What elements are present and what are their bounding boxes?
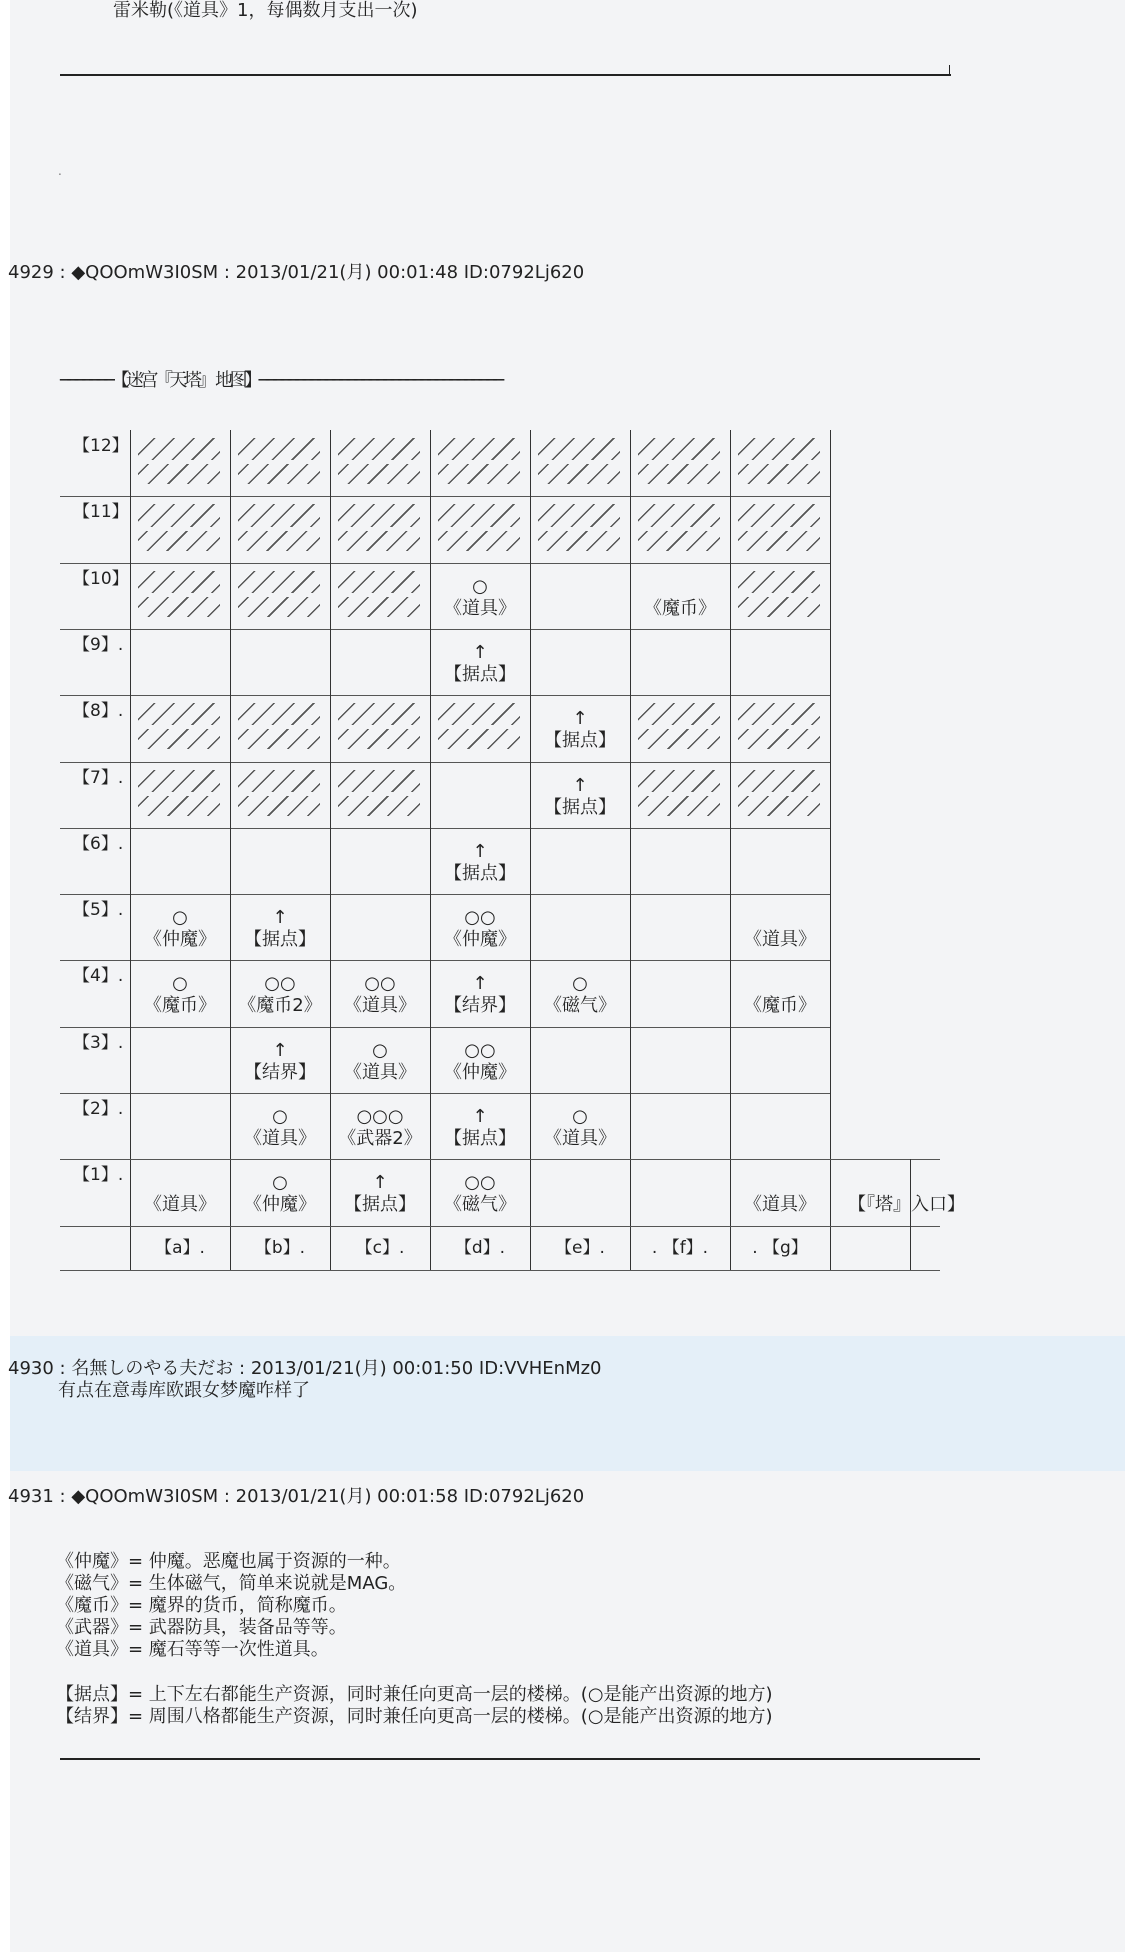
post-body-4930: 有点在意毒库欧跟女梦魔咋样了	[58, 1380, 310, 1401]
cell-label: 【据点】	[244, 929, 316, 951]
blocked-cell	[738, 571, 820, 617]
blocked-cell	[238, 703, 320, 749]
row-label: 【10】	[73, 568, 129, 589]
row-label: 【2】.	[73, 1099, 124, 1119]
grid-row-line	[60, 894, 830, 895]
column-label: . 【f】.	[651, 1237, 709, 1258]
column-label: 【d】.	[454, 1237, 506, 1258]
cell-label: 《磁气》	[544, 995, 616, 1017]
legend-line: 《仲魔》= 仲魔。恶魔也属于资源的一种。	[56, 1551, 401, 1572]
grid-row-line	[60, 629, 830, 630]
blocked-cell	[338, 703, 420, 749]
cell-marker: ↑	[272, 907, 288, 929]
divider-line	[60, 74, 951, 76]
cell-label: 【据点】	[444, 1128, 516, 1149]
blocked-cell	[538, 504, 620, 550]
cell-label: 《道具》	[444, 597, 516, 619]
cell-marker: ○	[172, 907, 188, 929]
column-label: 【c】.	[355, 1237, 405, 1258]
column-label: 【a】.	[155, 1237, 205, 1258]
grid-row-line	[60, 1159, 940, 1160]
cell-label: 《道具》	[744, 929, 816, 951]
grid-row-line	[60, 563, 830, 564]
cell-label: 【据点】	[344, 1194, 416, 1216]
row-label: 【4】.	[73, 966, 124, 987]
cell-marker: ↑	[472, 973, 488, 995]
grid-column-line	[130, 430, 131, 1270]
cell-marker: ↑	[472, 641, 488, 663]
stray-dot: .	[58, 164, 62, 178]
row-label: 【11】	[73, 502, 129, 523]
cell-marker: ↑	[272, 1039, 288, 1061]
cell-marker: ○	[472, 575, 488, 597]
row-label: 【8】.	[73, 701, 124, 722]
blocked-cell	[738, 504, 820, 550]
cell-label: 《魔币》	[744, 995, 816, 1017]
previous-post-fragment: 雷米勒(《道具》1，每偶数月支出一次)	[113, 0, 418, 21]
row-label: 【5】.	[73, 900, 124, 921]
cell-marker: ↑	[372, 1172, 388, 1194]
legend-line: 《道具》= 魔石等等一次性道具。	[56, 1639, 329, 1660]
grid-column-line	[330, 430, 331, 1270]
cell-marker: ○○	[464, 1172, 496, 1194]
blocked-cell	[238, 770, 320, 816]
cell-marker: ○	[272, 1106, 288, 1127]
cell-label: 《道具》	[544, 1128, 616, 1149]
legend-line: 《魔币》= 魔界的货币，简称魔币。	[56, 1595, 347, 1616]
cell-marker: ○○	[364, 973, 396, 995]
blocked-cell	[138, 438, 220, 484]
cell-marker: ○○	[464, 1039, 496, 1061]
cell-label: 【据点】	[544, 730, 616, 752]
grid-column-line	[530, 430, 531, 1270]
row-label: 【12】	[73, 436, 129, 456]
post-header-4930: 4930 : 名無しのやる夫だお : 2013/01/21(月) 00:01:50 ID:VVHEnMz0	[8, 1358, 602, 1379]
rule-line: 【结界】= 周围八格都能生产资源，同时兼任向更高一层的楼梯。(○是能产出资源的地方)	[56, 1706, 773, 1727]
cell-marker: ○○○	[356, 1106, 404, 1127]
blocked-cell	[638, 438, 720, 484]
column-label: . 【g】	[752, 1237, 808, 1258]
cell-marker: ○	[572, 973, 588, 995]
cell-label: 《道具》	[344, 1061, 416, 1083]
cell-label: 《磁气》	[444, 1194, 516, 1216]
blocked-cell	[138, 703, 220, 749]
grid-row-line	[60, 496, 830, 497]
blocked-cell	[438, 703, 520, 749]
blocked-cell	[638, 504, 720, 550]
cell-marker: ↑	[472, 1106, 488, 1127]
blocked-cell	[738, 703, 820, 749]
grid-column-line	[630, 430, 631, 1270]
cell-label: 【据点】	[544, 796, 616, 818]
column-label: 【e】.	[555, 1237, 605, 1258]
row-label: 【1】.	[73, 1165, 124, 1186]
blocked-cell	[338, 770, 420, 816]
row-label: 【7】.	[73, 767, 124, 788]
cell-label: 《武器2》	[338, 1128, 422, 1149]
row-label: 【3】.	[73, 1032, 124, 1053]
grid-column-line	[230, 430, 231, 1270]
post-header-4929: 4929 : ◆QOOmW3I0SM : 2013/01/21(月) 00:01:48 ID:0792Lj620	[8, 262, 585, 283]
cell-label: 【据点】	[444, 862, 516, 884]
row-label: 【9】.	[73, 634, 124, 655]
cell-label: 《道具》	[244, 1128, 316, 1149]
cell-marker: ○	[172, 973, 188, 995]
cell-label: 《仲魔》	[144, 929, 216, 951]
row-label: 【6】.	[73, 833, 124, 854]
blocked-cell	[438, 504, 520, 550]
tower-entrance-label: 【『塔』入口】	[848, 1194, 965, 1216]
grid-row-line	[60, 1270, 940, 1271]
cell-label: 《魔币2》	[238, 995, 322, 1017]
cell-label: 《魔币》	[644, 597, 716, 619]
cell-label: 《仲魔》	[444, 929, 516, 951]
blocked-cell	[238, 571, 320, 617]
blocked-cell	[738, 770, 820, 816]
grid-row-line	[60, 828, 830, 829]
cell-label: 《道具》	[144, 1194, 216, 1216]
blocked-cell	[638, 770, 720, 816]
cell-marker: ○	[572, 1106, 588, 1127]
cell-label: 【结界】	[444, 995, 516, 1017]
cell-marker: ↑	[572, 774, 588, 796]
cell-marker: ↑	[572, 708, 588, 730]
legend-line: 《武器》= 武器防具，装备品等等。	[56, 1617, 347, 1638]
cell-marker: ○	[372, 1039, 388, 1061]
cell-label: 《道具》	[744, 1194, 816, 1216]
blocked-cell	[638, 703, 720, 749]
column-label: 【b】.	[254, 1237, 306, 1258]
post-4930-background	[10, 1336, 1125, 1471]
cell-label: 《仲魔》	[444, 1061, 516, 1083]
cell-label: 【结界】	[244, 1061, 316, 1083]
post-header-4931: 4931 : ◆QOOmW3I0SM : 2013/01/21(月) 00:01:58 ID:0792Lj620	[8, 1486, 585, 1507]
blocked-cell	[238, 504, 320, 550]
rule-line: 【据点】= 上下左右都能生产资源，同时兼任向更高一层的楼梯。(○是能产出资源的地方)	[56, 1684, 773, 1705]
grid-row-line	[60, 960, 830, 961]
blocked-cell	[138, 571, 220, 617]
blocked-cell	[338, 504, 420, 550]
cell-marker: ○○	[464, 907, 496, 929]
blocked-cell	[138, 770, 220, 816]
blocked-cell	[138, 504, 220, 550]
blocked-cell	[238, 438, 320, 484]
grid-column-line	[430, 430, 431, 1270]
blocked-cell	[338, 571, 420, 617]
map-title: ───────【迷宫『天塔』 地图】─────────────────────────────────	[60, 370, 501, 391]
cell-marker: ○○	[264, 973, 296, 995]
grid-row-line	[60, 695, 830, 696]
grid-row-line	[60, 762, 830, 763]
cell-label: 《道具》	[344, 995, 416, 1017]
cell-label: 《仲魔》	[244, 1194, 316, 1216]
divider-tick	[949, 65, 950, 75]
divider-line	[60, 1758, 980, 1760]
cell-marker: ○	[272, 1172, 288, 1194]
blocked-cell	[438, 438, 520, 484]
grid-row-line	[60, 1027, 830, 1028]
blocked-cell	[738, 438, 820, 484]
grid-row-line	[60, 1093, 830, 1094]
grid-row-line	[60, 1226, 940, 1227]
grid-column-line	[830, 430, 831, 1270]
blocked-cell	[338, 438, 420, 484]
cell-label: 【据点】	[444, 663, 516, 685]
blocked-cell	[538, 438, 620, 484]
legend-line: 《磁气》= 生体磁气，简单来说就是MAG。	[56, 1573, 407, 1594]
cell-label: 《魔币》	[144, 995, 216, 1017]
grid-column-line	[730, 430, 731, 1270]
cell-marker: ↑	[472, 840, 488, 862]
